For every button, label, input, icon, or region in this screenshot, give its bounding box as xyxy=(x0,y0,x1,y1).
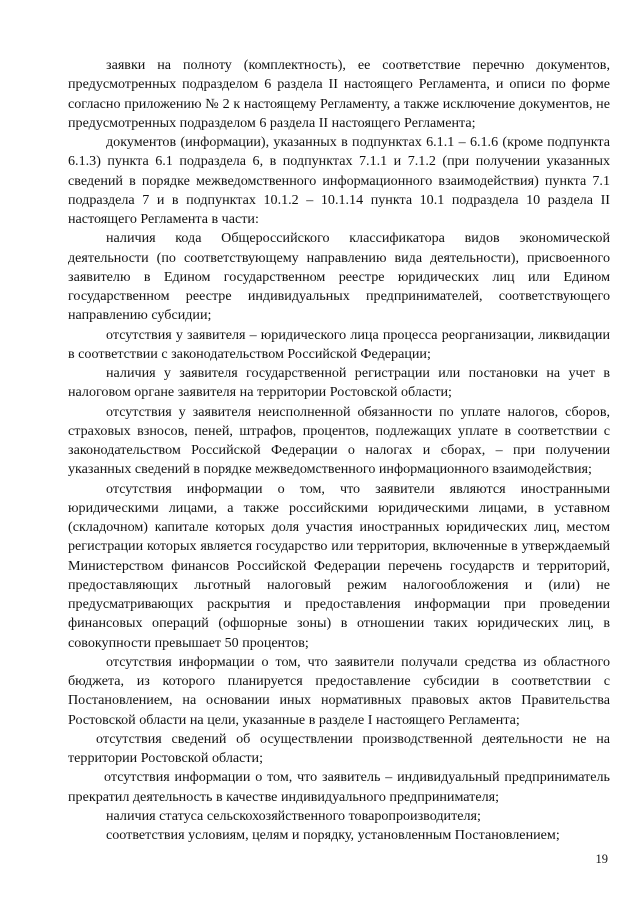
paragraph-5: наличия у заявителя государственной регистрации или постановки на учет в налоговом органе заявителя на территории Ростовской области; xyxy=(68,365,610,401)
paragraph-7: отсутствия информации о том, что заявители являются иностранными юридическими лицами, а также российскими юридическими лицами, в уставном (складочном) капитале которых доля участия иностранных юридических лиц, местом регистрации которых является государство или территория, включенные в утверждаемый Министерством финансов Российской Федерации перечень государств и территорий, предоставляющих льготный налоговый режим налогообложения и (или) не предусматривающих раскрытия и предоставления информации при проведении финансовых операций (офшорные зоны) в отношении таких юридических лиц, в совокупности превышает 50 процентов; xyxy=(68,480,610,651)
paragraph-2: документов (информации), указанных в подпунктах 6.1.1 – 6.1.6 (кроме подпункта 6.1.3) пункта 6.1 подраздела 6, в подпунктах 7.1.1 и 7.1.2 (при получении указанных сведений в порядке межведомственного информационного взаимодействия) пункта 7.1 подраздела 7 и в подпунктах 10.1.2 – 10.1.14 пункта 10.1 подраздела 10 раздела II настоящего Регламента в части: xyxy=(68,134,610,227)
body-text xyxy=(68,56,610,845)
page-number: 19 xyxy=(595,852,608,866)
paragraph-6: отсутствия у заявителя неисполненной обязанности по уплате налогов, сборов, страховых взносов, пеней, штрафов, процентов, подлежащих уплате в соответствии с законодательством Российской Федерации о налогах и сборах, – при получении указанных сведений в порядке межведомственного информационного взаимодействия; xyxy=(68,403,610,478)
paragraph-4: отсутствия у заявителя – юридического лица процесса реорганизации, ликвидации в соответствии с законодательством Российской Федерации; xyxy=(68,326,610,362)
paragraph-12: соответствия условиям, целям и порядку, установленным Постановлением; xyxy=(106,827,560,843)
paragraph-11: наличия статуса сельскохозяйственного товаропроизводителя; xyxy=(106,807,481,824)
paragraph-8: отсутствия информации о том, что заявители получали средства из областного бюджета, из которого планируется предоставление субсидии в соответствии с Постановлением, на основании иных нормативных правовых актов Правительства Ростовской области на цели, указанные в разделе I настоящего Регламента; xyxy=(68,653,610,728)
paragraph-3: наличия кода Общероссийского классификатора видов экономической деятельности (по соответствующему направлению вида деятельности), присвоенного заявителю в Едином государственном реестре юридических лиц или Едином государственном реестре индивидуальных предпринимателей, соответствующего направлению субсидии; xyxy=(68,230,610,324)
paragraph-1: заявки на полноту (комплектность), ее соответствие перечню документов, предусмотренных подразделом 6 раздела II настоящего Регламента, и описи по форме согласно приложению № 2 к настоящему Регламенту, а также исключение документов, не предусмотренных подразделом 6 раздела II настоящего Регламента; xyxy=(68,57,610,131)
paragraph-10: отсутствия информации о том, что заявитель – индивидуальный предприниматель прекратил деятельность в качестве индивидуального предпринимателя; xyxy=(68,769,610,805)
paragraph-9: отсутствия сведений об осуществлении производственной деятельности не на территории Ростовской области; xyxy=(68,730,610,766)
